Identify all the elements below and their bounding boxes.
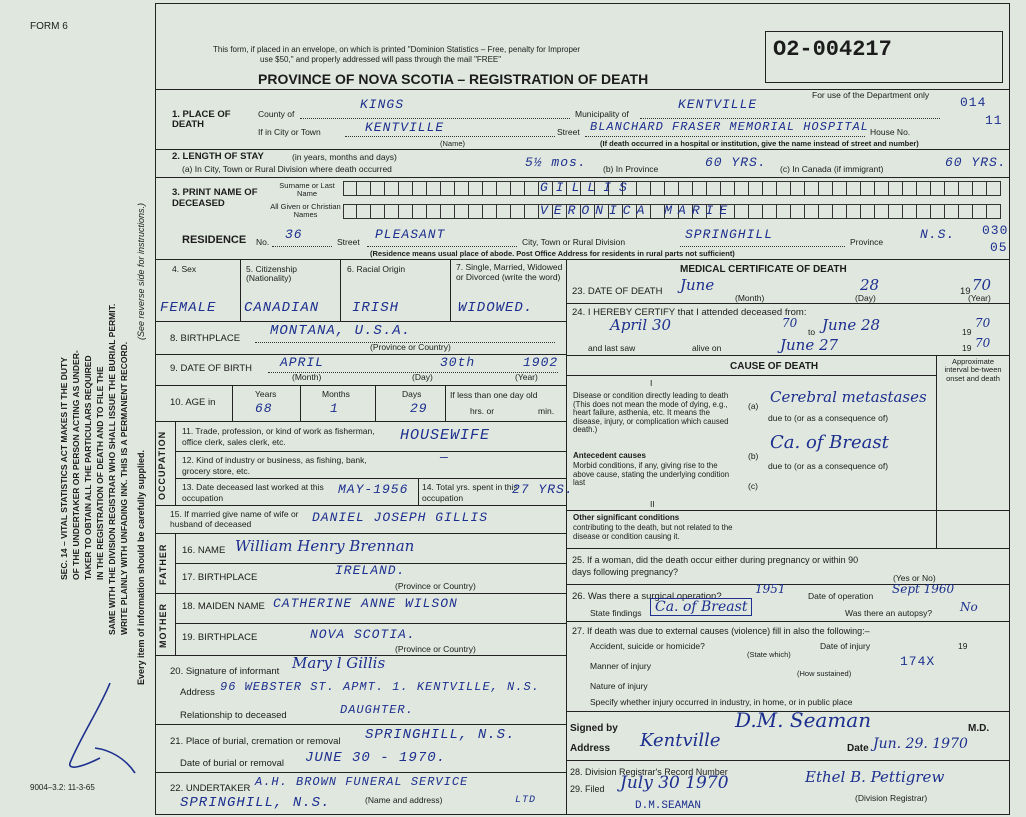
street-code: 11: [985, 113, 1003, 128]
birthplace-hint: (Province or Country): [370, 342, 451, 352]
due-to-1: due to (or as a consequence of): [768, 413, 889, 423]
informant-signature: Mary l Gillis: [292, 654, 386, 672]
stay-c-value: 60 YRS.: [945, 155, 1007, 170]
surname-value: GILLIS: [540, 180, 635, 195]
burial-place-value: SPRINGHILL, N.S.: [365, 727, 516, 743]
undertaker-label: 22. UNDERTAKER: [170, 783, 251, 794]
res-code-1: 030: [982, 223, 1009, 238]
handwritten-mark: [40, 678, 140, 778]
married-name-label: 15. If married give name of wife or husband of deceased: [170, 509, 299, 530]
min-label: min.: [538, 406, 555, 416]
roman-two: II: [650, 499, 655, 509]
div-registrar-hint: (Division Registrar): [855, 793, 928, 803]
death-month: June: [680, 276, 715, 294]
attend-from: April 30: [610, 316, 672, 334]
date-op-label: Date of operation: [808, 591, 874, 601]
cause-b-marker: (b): [748, 451, 759, 461]
informant-address-value: 96 WEBSTER ST. APMT. 1. KENTVILLE, N.S.: [220, 680, 540, 694]
res-province-value: N.S.: [920, 227, 956, 242]
street-label: Street: [557, 127, 580, 137]
mother-birthplace-value: NOVA SCOTIA.: [310, 627, 416, 642]
dob-day-hint: (Day): [412, 372, 433, 382]
spouse-value: DANIEL JOSEPH GILLIS: [312, 510, 489, 525]
manner-label: Manner of injury: [590, 661, 651, 671]
side-text-4: IN THE REGISTRATION OF DEATH AND TO FILE THE: [95, 366, 105, 580]
county-label: County of: [258, 109, 295, 119]
res-province-label: Province: [850, 237, 884, 247]
res-city-label: City, Town or Rural Division: [522, 237, 626, 247]
stay-c-label: (c) In Canada (if immigrant): [780, 164, 884, 174]
other-sig-hint: contributing to the death, but not related to the disease or condition causing it.: [573, 523, 733, 541]
injury-code: 174X: [900, 654, 936, 669]
seaman-stamp: D.M.SEAMAN: [635, 800, 702, 812]
yes-no-hint: (Yes or No): [893, 573, 936, 583]
stay-b-label: (b) In Province: [603, 164, 659, 174]
cause-a-value: Cerebral metastases: [770, 388, 927, 406]
form-number: FORM 6: [30, 21, 68, 32]
house-no-label: House No.: [870, 127, 911, 137]
res-no-label: No.: [256, 237, 270, 247]
res-street-label: Street: [337, 237, 360, 247]
father-birthplace-hint: (Province or Country): [395, 581, 476, 591]
cause-title: CAUSE OF DEATH: [730, 361, 819, 372]
sex-value: FEMALE: [160, 300, 217, 316]
side-text-6: WRITE PLAINLY WITH UNFADING INK. THIS IS A PERMANENT RECORD.: [119, 341, 129, 635]
certify-label: 24. I HEREBY CERTIFY that I attended deceased from:: [572, 307, 807, 318]
print-name-label: 3. PRINT NAME OF DECEASED: [172, 187, 258, 210]
given-names-value: VERONICA MARIE: [540, 203, 734, 218]
relationship-value: DAUGHTER.: [340, 703, 414, 717]
undertaker-hint: (Name and address): [365, 795, 443, 805]
last-seen: June 27: [780, 336, 839, 354]
given-label: All Given or Christian Names: [270, 202, 341, 219]
street-value: BLANCHARD FRASER MEMORIAL HOSPITAL: [590, 120, 869, 134]
father-section: FATHER: [158, 543, 168, 585]
dob-year: 1902: [523, 355, 559, 370]
undertaker-ltd: LTD: [515, 795, 537, 806]
burial-place-label: 21. Place of burial, cremation or removal: [170, 736, 341, 747]
sig-date-label: Date: [847, 743, 869, 754]
age-days: 29: [410, 401, 428, 416]
age-months: 1: [330, 401, 339, 416]
state-which-hint: (State which): [747, 650, 791, 659]
marital-label: 7. Single, Married, Widowed or Divorced (write the word): [456, 262, 563, 282]
surname-label: Surname or Last Name: [279, 181, 335, 198]
maiden-name-label: 18. MAIDEN NAME: [182, 601, 265, 612]
attend-to-prefix: 19: [962, 327, 972, 337]
q28-label: 28. Division Registrar's Record Number: [570, 767, 728, 777]
death-month-hint: (Month): [735, 293, 765, 303]
occupation-section: OCCUPATION: [157, 430, 167, 500]
side-text-5: SAME WITH THE DIVISION REGISTRAR WHO SHALL ISSUE THE BURIAL PERMIT.: [107, 303, 117, 635]
dob-day: 30th: [440, 355, 476, 370]
cause-c-marker: (c): [748, 481, 758, 491]
side-instructions: (See reverse side for instructions.): [136, 202, 146, 340]
date-death-label: 23. DATE OF DEATH: [572, 286, 663, 297]
how-sustained-hint: (How sustained): [797, 669, 852, 678]
death-year-prefix: 19: [960, 286, 971, 297]
last-worked-value: MAY-1956: [338, 482, 409, 497]
father-name-value: William Henry Brennan: [235, 537, 415, 555]
q27-label: 27. If death was due to external causes (violence) fill in also the following:–: [572, 626, 870, 636]
other-sig-label: Other significant conditions: [573, 513, 680, 522]
years-label: Years: [255, 389, 277, 399]
last-seen-yr: 70: [975, 336, 991, 350]
notice-line2: use $50," and properly addressed will pass through the mail "FREE": [260, 55, 502, 64]
res-city-value: SPRINGHILL: [685, 227, 774, 242]
birthplace-value: MONTANA, U.S.A.: [270, 323, 412, 339]
sig-address-value: Kentville: [640, 730, 721, 751]
side-text-2: OF THE UNDERTAKER OR PERSON ACTING AS UNDER-: [71, 350, 81, 580]
father-birthplace-value: IRELAND.: [335, 563, 406, 578]
dept-use: For use of the Department only: [812, 90, 930, 100]
death-day: 28: [860, 276, 880, 294]
res-hint: (Residence means usual place of abode. Post Office Address for residents in rural parts not sufficient): [370, 249, 735, 258]
months-label: Months: [322, 389, 350, 399]
hrs-label: hrs. or: [470, 406, 495, 416]
days-label: Days: [402, 389, 422, 399]
relationship-label: Relationship to deceased: [180, 710, 287, 721]
disease-label: Disease or condition directly leading to death (This does not mean the mode of dying, e.g., heart failure, asthenia, etc. It means the disease, injury, or complication which caused death.): [573, 391, 729, 435]
surname-cells: [343, 181, 1001, 196]
operation-value: 1951: [755, 582, 786, 596]
side-every-item: Every item of information should be carefully supplied.: [136, 449, 146, 685]
print-code: 9004–3.2: 11-3-65: [30, 783, 95, 792]
q26-label: 26. Was there a surgical operation?: [572, 591, 722, 602]
industry-dash: —: [440, 450, 449, 465]
autopsy-value: No: [960, 600, 978, 614]
antecedent-label: Antecedent causes: [573, 451, 646, 460]
specify-label: Specify whether injury occurred in industry, in home, or in public place: [590, 697, 853, 707]
municipality-code: 014: [960, 95, 987, 110]
marital-value: WIDOWED.: [458, 300, 534, 316]
age-years: 68: [255, 401, 273, 416]
racial-label: 6. Racial Origin: [347, 264, 406, 274]
citizenship-label: 5. Citizenship (Nationality): [246, 264, 298, 283]
stay-a-label: (a) In City, Town or Rural Division where death occurred: [182, 164, 392, 174]
last-worked-label: 13. Date deceased last worked at this occupation: [182, 482, 324, 503]
stay-a-value: 5½ mos.: [525, 155, 587, 170]
municipality-label: Municipality of: [575, 109, 629, 119]
res-code-2: 05: [990, 240, 1008, 255]
less-day-label: If less than one day old: [450, 390, 538, 400]
findings-value: Ca. of Breast: [650, 598, 752, 616]
res-street-value: PLEASANT: [375, 227, 446, 242]
stay-hint: (in years, months and days): [292, 152, 397, 162]
dob-month-hint: (Month): [292, 372, 322, 382]
sex-label: 4. Sex: [172, 264, 197, 274]
roman-one: I: [650, 378, 653, 388]
last-saw-label: and last saw: [588, 343, 636, 353]
informant-address-label: Address: [180, 687, 215, 698]
mother-section: MOTHER: [158, 603, 168, 648]
trade-label: 11. Trade, profession, or kind of work as fisherman, office clerk, sales clerk, etc.: [182, 426, 375, 447]
name-hint: (Name): [440, 139, 466, 148]
county-value: KINGS: [360, 97, 405, 112]
due-to-2: due to (or as a consequence of): [768, 461, 889, 471]
municipality-value: KENTVILLE: [678, 97, 758, 112]
res-no-value: 36: [285, 227, 303, 242]
mother-birthplace-label: 19. BIRTHPLACE: [182, 632, 258, 643]
cause-a-marker: (a): [748, 401, 759, 411]
residence-label: RESIDENCE: [182, 234, 247, 246]
age-label: 10. AGE in: [170, 397, 216, 408]
father-name-label: 16. NAME: [182, 545, 226, 556]
citizenship-value: CANADIAN: [244, 300, 320, 316]
signed-by-value: D.M. Seaman: [735, 708, 872, 732]
filed-value: July 30 1970: [620, 773, 729, 793]
op-date-value: Sept 1960: [892, 582, 955, 596]
birthplace-label: 8. BIRTHPLACE: [170, 333, 241, 344]
industry-label: 12. Kind of industry or business, as fishing, bank, grocery store, etc.: [182, 455, 367, 476]
city-value: KENTVILLE: [365, 120, 445, 135]
morbid-label: Morbid conditions, if any, giving rise to the above cause, stating the underlying condition last: [573, 461, 730, 488]
interval-header: Approximate interval be-tween onset and death: [944, 357, 1002, 383]
burial-date-value: JUNE 30 - 1970.: [305, 750, 447, 766]
to-label: to: [808, 327, 816, 337]
signed-by-label: Signed by: [570, 723, 618, 734]
place-of-death-label: 1. PLACE OF DEATH: [172, 109, 231, 131]
attend-to: June 28: [822, 316, 881, 334]
death-year: 70: [972, 276, 992, 294]
death-day-hint: (Day): [855, 293, 876, 303]
accident-label: Accident, suicide or homicide?: [590, 641, 705, 651]
city-label: If in City or Town: [258, 127, 321, 137]
form-title: PROVINCE OF NOVA SCOTIA – REGISTRATION OF DEATH: [258, 71, 649, 87]
father-birthplace-label: 17. BIRTHPLACE: [182, 572, 258, 583]
trade-value: HOUSEWIFE: [400, 427, 491, 444]
alive-on-label: alive on: [692, 343, 722, 353]
registration-number: O2-004217: [773, 37, 892, 62]
notice-line1: This form, if placed in an envelope, on which is printed "Dominion Statistics – Free, penalty for Improper: [213, 45, 581, 54]
undertaker-value: A.H. BROWN FUNERAL SERVICE: [255, 775, 469, 789]
q25-label: 25. If a woman, did the death occur either during pregnancy or within 90 days following pregnancy?: [572, 555, 859, 577]
total-yrs-value: 27 YRS.: [512, 482, 574, 497]
burial-date-label: Date of burial or removal: [180, 758, 285, 769]
undertaker-address: SPRINGHILL, N.S.: [180, 795, 331, 811]
side-text-1: SEC. 14 – VITAL STATISTICS ACT MAKES IT THE DUTY: [59, 357, 69, 580]
sig-date-value: Jun. 29. 1970: [873, 736, 968, 752]
q29-label: 29. Filed: [570, 784, 605, 794]
mother-maiden-value: CATHERINE ANNE WILSON: [273, 596, 458, 611]
informant-label: 20. Signature of informant: [170, 666, 280, 677]
autopsy-label: Was there an autopsy?: [845, 608, 933, 618]
dob-label: 9. DATE OF BIRTH: [170, 363, 252, 374]
total-yrs-label: 14. Total yrs. spent in this occupation: [422, 482, 518, 503]
stay-b-value: 60 YRS.: [705, 155, 767, 170]
medical-cert-title: MEDICAL CERTIFICATE OF DEATH: [680, 264, 847, 275]
death-year-hint: (Year): [968, 293, 991, 303]
injury-year-prefix: 19: [958, 641, 968, 651]
date-injury-label: Date of injury: [820, 641, 871, 651]
cause-b-value: Ca. of Breast: [770, 432, 889, 453]
length-of-stay-label: 2. LENGTH OF STAY: [172, 151, 264, 162]
md-label: M.D.: [968, 723, 990, 734]
dob-month: APRIL: [280, 355, 325, 370]
sig-address-label: Address: [570, 743, 611, 754]
findings-label: State findings: [590, 608, 642, 618]
racial-value: IRISH: [352, 300, 400, 316]
side-text-3: TAKER TO OBTAIN ALL THE PARTICULARS REQUIRED: [83, 355, 93, 580]
attend-from-yr: 70: [782, 316, 798, 330]
registrar-signature: Ethel B. Pettigrew: [805, 768, 945, 786]
nature-label: Nature of injury: [590, 681, 648, 691]
attend-to-yr: 70: [975, 316, 991, 330]
mother-birthplace-hint: (Province or Country): [395, 644, 476, 654]
dob-year-hint: (Year): [515, 372, 538, 382]
hospital-hint: (If death occurred in a hospital or institution, give the name instead of street and number): [600, 139, 919, 148]
last-seen-prefix: 19: [962, 343, 972, 353]
